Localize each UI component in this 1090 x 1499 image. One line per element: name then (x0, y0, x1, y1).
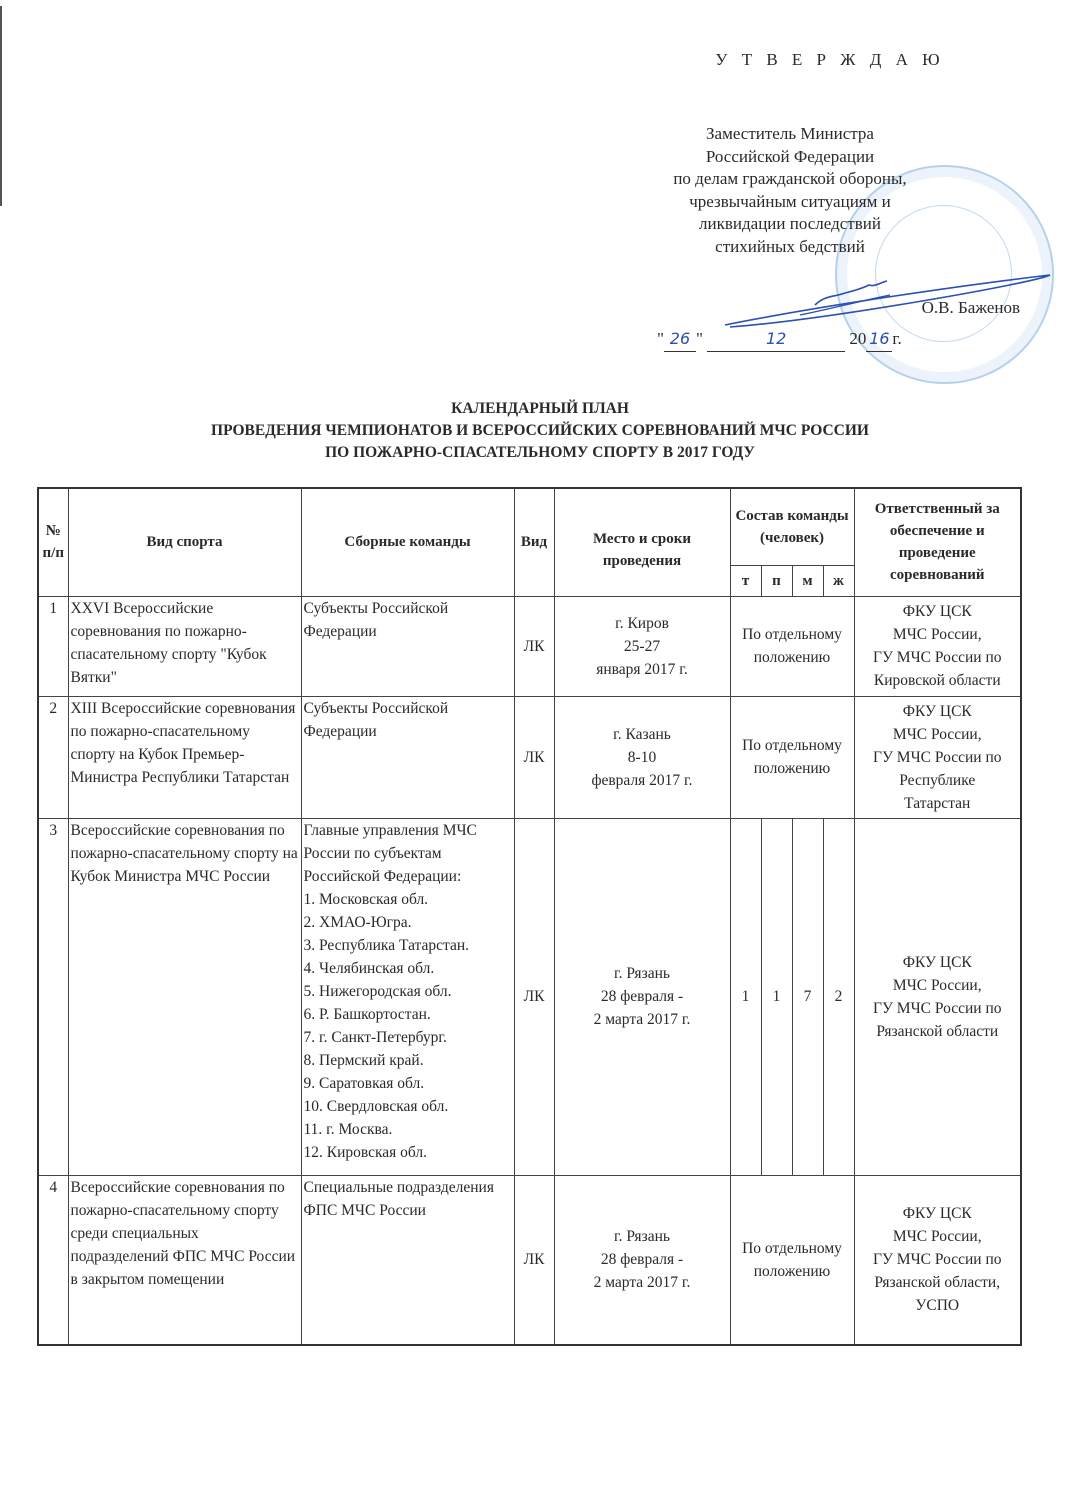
row-teams (301, 818, 514, 1175)
header-sport: Вид спорта (68, 488, 301, 596)
row-responsible (854, 818, 1021, 1175)
row-sport: XXVI Всероссийские соревнования по пожарно-спасательному спорту "Кубок Вятки" (68, 596, 301, 696)
responsible-line: ФКУ ЦСК (902, 1205, 972, 1223)
place-line: 2 марта 2017 г. (593, 1274, 691, 1292)
row-place (554, 818, 730, 1175)
place-line: г. Рязань (614, 1228, 670, 1246)
place-line: г. Казань (613, 725, 671, 743)
team-item: 8. Пермский край. (303, 1051, 424, 1069)
document-title (100, 398, 980, 464)
row-sport: Всероссийские соревнования по пожарно-спасательному спорту среди специальных подразделений ФПС МЧС России в закрытом помещении (68, 1175, 301, 1345)
team-item: 1. Московская обл. (303, 890, 429, 908)
row-num: 2 (38, 696, 68, 818)
position-line: ликвидации последствий (699, 214, 881, 233)
quote: " (657, 329, 664, 348)
position-line: Заместитель Министра (706, 124, 874, 143)
header-place: Место и сроки проведения (554, 488, 730, 596)
scan-edge-line (0, 6, 2, 206)
table-row (38, 696, 1021, 818)
place-line: 8-10 (627, 748, 657, 766)
responsible-line: МЧС России, (892, 626, 982, 643)
row-teams: Специальные подразделения ФПС МЧС России (301, 1175, 514, 1345)
header-num: № п/п (38, 488, 68, 596)
row-composition: По отдельному положению (730, 696, 854, 818)
row-sport: XIII Всероссийские соревнования по пожарно-спасательному спорту на Кубок Премьер-Министра Республики Татарстан (68, 696, 301, 818)
header-responsible: Ответственный за обеспечение и проведение соревнований (854, 488, 1021, 596)
responsible-line: ГУ МЧС России по (872, 1251, 1002, 1269)
quote: " (695, 329, 703, 348)
team-item: 2. ХМАО-Югра. (303, 913, 412, 931)
responsible-line: УСПО (915, 1297, 960, 1315)
header-composition: Состав команды (человек) (730, 488, 854, 565)
row-sport: Всероссийские соревнования по пожарно-спасательному спорту на Кубок Министра МЧС России (68, 818, 301, 1175)
header-comp-m: м (792, 565, 823, 596)
row-responsible (854, 596, 1021, 696)
place-line: 2 марта 2017 г. (593, 1011, 691, 1028)
place-line: февраля 2017 г. (591, 771, 693, 789)
competition-plan-table (37, 487, 1022, 1346)
responsible-line: МЧС России, (892, 976, 982, 994)
date-day: 26 (664, 328, 696, 352)
row-teams: Субъекты Российской Федерации (301, 696, 514, 818)
date-year-end: г. (892, 329, 902, 348)
row-teams: Субъекты Российской Федерации (301, 596, 514, 696)
position-line: по делам гражданской обороны, (673, 169, 907, 188)
responsible-line: ФКУ ЦСК (902, 953, 972, 971)
place-line: 28 февраля - (600, 1251, 684, 1269)
responsible-line: Кировской области (873, 672, 1001, 689)
position-line: Российской Федерации (705, 146, 875, 166)
responsible-line: ФКУ ЦСК (902, 603, 972, 620)
team-item: 12. Кировская обл. (303, 1143, 428, 1161)
responsible-line: Республике (899, 771, 976, 789)
row-comp-zh: 2 (823, 818, 854, 1175)
row-responsible (854, 696, 1021, 818)
row-type: ЛК (514, 818, 554, 1175)
table-row (38, 596, 1021, 696)
team-item: 6. Р. Башкортостан. (303, 1005, 431, 1023)
date-month: 12 (707, 328, 845, 352)
responsible-line: МЧС России, (892, 725, 982, 743)
row-place (554, 596, 730, 696)
row-composition: По отдельному положению (730, 596, 854, 696)
team-item: 4. Челябинская обл. (303, 959, 435, 977)
approval-date (657, 328, 902, 352)
place-line: января 2017 г. (596, 660, 688, 678)
table-row (38, 1175, 1021, 1345)
place-line: г. Киров (615, 614, 669, 632)
row-num: 1 (38, 596, 68, 696)
row-num: 4 (38, 1175, 68, 1345)
row-type: ЛК (514, 696, 554, 818)
place-line: г. Рязань (614, 965, 670, 982)
signer-name: О.В. Баженов (921, 298, 1020, 317)
row-composition: По отдельному положению (730, 1175, 854, 1345)
title-line: ПРОВЕДЕНИЯ ЧЕМПИОНАТОВ И ВСЕРОССИЙСКИХ СОРЕВНОВАНИЙ МЧС РОССИИ (211, 422, 869, 439)
date-year-suffix: 16 (866, 328, 892, 352)
responsible-line: ГУ МЧС России по (872, 748, 1002, 766)
header-comp-zh: ж (823, 565, 854, 596)
row-type: ЛК (514, 1175, 554, 1345)
title-line: ПО ПОЖАРНО-СПАСАТЕЛЬНОМУ СПОРТУ В 2017 ГОДУ (325, 444, 755, 461)
responsible-line: ГУ МЧС России по (872, 649, 1002, 666)
header-comp-t: т (730, 565, 761, 596)
responsible-line: МЧС России, (892, 1228, 982, 1246)
team-item: 7. г. Санкт-Петербург. (303, 1028, 447, 1046)
team-item: 9. Саратовкая обл. (303, 1074, 425, 1092)
responsible-line: ФКУ ЦСК (902, 702, 972, 720)
row-comp-m: 7 (792, 818, 823, 1175)
row-place (554, 1175, 730, 1345)
responsible-line: Татарстан (904, 794, 971, 812)
table-row (38, 818, 1021, 1175)
approval-heading: У Т В Е Р Ж Д А Ю (715, 50, 945, 69)
teams-intro: Главные управления МЧС России по субъектам Российской Федерации: (303, 821, 477, 885)
team-item: 10. Свердловская обл. (303, 1097, 449, 1115)
header-type: Вид (514, 488, 554, 596)
row-responsible (854, 1175, 1021, 1345)
row-comp-t: 1 (730, 818, 761, 1175)
responsible-line: Рязанской области (876, 1022, 999, 1040)
title-line: КАЛЕНДАРНЫЙ ПЛАН (451, 400, 629, 417)
position-line: чрезвычайным ситуациям и (689, 191, 891, 211)
row-comp-p: 1 (761, 818, 792, 1175)
team-item: 11. г. Москва. (303, 1120, 393, 1138)
place-line: 25-27 (623, 637, 661, 655)
place-line: 28 февраля - (600, 988, 684, 1005)
approver-position (620, 123, 960, 258)
team-item: 5. Нижегородская обл. (303, 982, 452, 1000)
responsible-line: Рязанской области, (874, 1274, 1001, 1292)
header-teams: Сборные команды (301, 488, 514, 596)
row-type: ЛК (514, 596, 554, 696)
position-line: стихийных бедствий (715, 236, 865, 256)
responsible-line: ГУ МЧС России по (872, 999, 1002, 1017)
row-place (554, 696, 730, 818)
header-comp-p: п (761, 565, 792, 596)
date-year-prefix: 20 (849, 329, 867, 348)
team-item: 3. Республика Татарстан. (303, 936, 470, 954)
row-num: 3 (38, 818, 68, 1175)
